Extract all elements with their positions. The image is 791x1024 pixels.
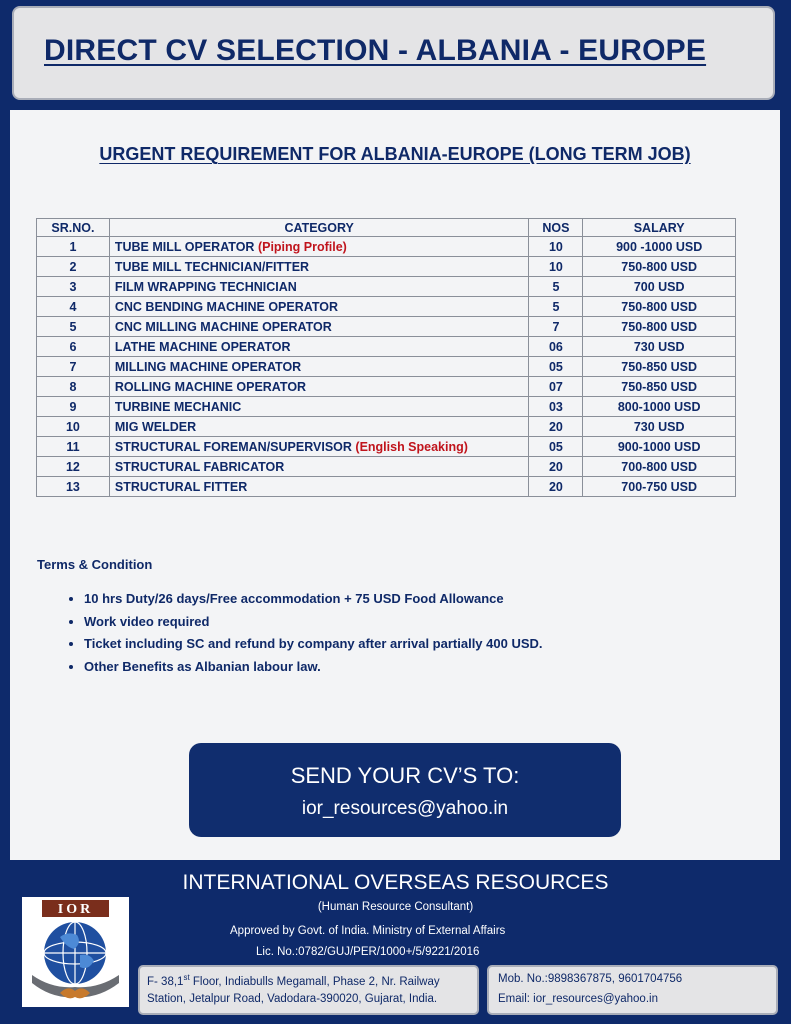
table-row bbox=[37, 337, 736, 357]
sr-no-cell: 9 bbox=[37, 397, 110, 417]
nos-cell: 07 bbox=[529, 377, 583, 397]
sr-no-cell: 11 bbox=[37, 437, 110, 457]
category-text: TUBE MILL OPERATOR bbox=[114, 239, 255, 254]
category-cell bbox=[109, 457, 529, 477]
sr-no-cell: 8 bbox=[37, 377, 110, 397]
category-cell bbox=[109, 237, 529, 257]
requirement-subtitle: URGENT REQUIREMENT FOR ALBANIA-EUROPE (LONG TERM JOB) bbox=[99, 144, 691, 164]
send-cv-box bbox=[189, 743, 621, 837]
company-name: INTERNATIONAL OVERSEAS RESOURCES bbox=[182, 871, 609, 894]
salary-cell: 750-800 USD bbox=[583, 257, 736, 277]
category-cell bbox=[109, 377, 529, 397]
main-content bbox=[10, 110, 780, 860]
company-logo bbox=[22, 897, 129, 1007]
nos-cell: 06 bbox=[529, 337, 583, 357]
table-row bbox=[37, 357, 736, 377]
header-category: CATEGORY bbox=[109, 219, 529, 237]
contact-box bbox=[487, 965, 778, 1015]
salary-cell: 750-850 USD bbox=[583, 377, 736, 397]
category-text: MILLING MACHINE OPERATOR bbox=[114, 359, 302, 374]
company-subtitle: (Human Resource Consultant) bbox=[317, 901, 474, 913]
send-cv-email[interactable]: ior_resources@yahoo.in bbox=[301, 798, 509, 819]
sr-no-cell: 4 bbox=[37, 297, 110, 317]
table-row bbox=[37, 257, 736, 277]
nos-cell: 05 bbox=[529, 437, 583, 457]
nos-cell: 03 bbox=[529, 397, 583, 417]
salary-cell: 700-800 USD bbox=[583, 457, 736, 477]
salary-cell: 900 -1000 USD bbox=[583, 237, 736, 257]
sr-no-cell: 10 bbox=[37, 417, 110, 437]
table-row bbox=[37, 277, 736, 297]
category-text: STRUCTURAL FOREMAN/SUPERVISOR bbox=[114, 439, 352, 454]
salary-cell: 750-850 USD bbox=[583, 357, 736, 377]
sr-no-cell: 1 bbox=[37, 237, 110, 257]
address-line-2: Station, Jetalpur Road, Vadodara-390020, Gujarat, India. bbox=[147, 993, 438, 1005]
category-text: STRUCTURAL FABRICATOR bbox=[114, 459, 285, 474]
logo-text: IOR bbox=[57, 902, 94, 917]
category-text: TURBINE MECHANIC bbox=[114, 399, 242, 414]
send-cv-title: SEND YOUR CV’S TO: bbox=[290, 763, 520, 788]
table-row bbox=[37, 477, 736, 497]
table-row bbox=[37, 317, 736, 337]
term-item: • 10 hrs Duty/26 days/Free accommodation + 75 USD Food Allowance bbox=[84, 588, 543, 611]
nos-cell: 05 bbox=[529, 357, 583, 377]
term-item: • Other Benefits as Albanian labour law. bbox=[84, 656, 543, 679]
category-text: CNC BENDING MACHINE OPERATOR bbox=[114, 299, 339, 314]
table-row bbox=[37, 397, 736, 417]
table-row bbox=[37, 437, 736, 457]
category-cell bbox=[109, 477, 529, 497]
nos-cell: 20 bbox=[529, 477, 583, 497]
category-note: (Piping Profile) bbox=[257, 239, 347, 254]
address-box bbox=[138, 965, 479, 1015]
nos-cell: 20 bbox=[529, 457, 583, 477]
category-text: CNC MILLING MACHINE OPERATOR bbox=[114, 319, 332, 334]
salary-cell: 730 USD bbox=[583, 417, 736, 437]
category-cell bbox=[109, 437, 529, 457]
table-row bbox=[37, 237, 736, 257]
header-salary: SALARY bbox=[583, 219, 736, 237]
nos-cell: 7 bbox=[529, 317, 583, 337]
term-item: • Ticket including SC and refund by company after arrival partially 400 USD. bbox=[84, 633, 543, 656]
header-banner bbox=[12, 6, 775, 100]
salary-cell: 700 USD bbox=[583, 277, 736, 297]
category-cell bbox=[109, 257, 529, 277]
table-row bbox=[37, 297, 736, 317]
nos-cell: 5 bbox=[529, 277, 583, 297]
category-cell bbox=[109, 397, 529, 417]
sr-no-cell: 6 bbox=[37, 337, 110, 357]
sr-no-cell: 7 bbox=[37, 357, 110, 377]
category-cell bbox=[109, 297, 529, 317]
category-cell bbox=[109, 337, 529, 357]
sr-no-cell: 3 bbox=[37, 277, 110, 297]
nos-cell: 10 bbox=[529, 257, 583, 277]
term-item: • Work video required bbox=[84, 611, 543, 634]
nos-cell: 5 bbox=[529, 297, 583, 317]
header-nos: NOS bbox=[529, 219, 583, 237]
table-row bbox=[37, 417, 736, 437]
category-text: LATHE MACHINE OPERATOR bbox=[114, 339, 291, 354]
salary-cell: 750-800 USD bbox=[583, 317, 736, 337]
mobile-numbers: Mob. No.:9898367875, 9601704756 bbox=[498, 973, 683, 985]
salary-cell: 730 USD bbox=[583, 337, 736, 357]
header-sr-no: SR.NO. bbox=[37, 219, 110, 237]
salary-cell: 900-1000 USD bbox=[583, 437, 736, 457]
category-cell bbox=[109, 277, 529, 297]
table-row bbox=[37, 377, 736, 397]
category-cell bbox=[109, 357, 529, 377]
category-text: TUBE MILL TECHNICIAN/FITTER bbox=[114, 259, 310, 274]
terms-title: Terms & Condition bbox=[37, 557, 153, 572]
category-cell bbox=[109, 417, 529, 437]
table-header-row bbox=[37, 219, 736, 237]
jobs-table bbox=[36, 218, 736, 497]
salary-cell: 700-750 USD bbox=[583, 477, 736, 497]
category-text: FILM WRAPPING TECHNICIAN bbox=[114, 279, 297, 294]
category-text: STRUCTURAL FITTER bbox=[114, 479, 248, 494]
terms-list bbox=[57, 588, 543, 678]
category-text: ROLLING MACHINE OPERATOR bbox=[114, 379, 307, 394]
nos-cell: 10 bbox=[529, 237, 583, 257]
salary-cell: 750-800 USD bbox=[583, 297, 736, 317]
category-note: (English Speaking) bbox=[355, 439, 468, 454]
sr-no-cell: 5 bbox=[37, 317, 110, 337]
address-line-1: F- 38,1st Floor, Indiabulls Megamall, Phase 2, Nr. Railway bbox=[147, 973, 440, 988]
sr-no-cell: 2 bbox=[37, 257, 110, 277]
category-text: MIG WELDER bbox=[114, 419, 197, 434]
sr-no-cell: 13 bbox=[37, 477, 110, 497]
page-title: DIRECT CV SELECTION - ALBANIA - EUROPE bbox=[44, 34, 707, 67]
salary-cell: 800-1000 USD bbox=[583, 397, 736, 417]
contact-email[interactable]: Email: ior_resources@yahoo.in bbox=[498, 993, 658, 1005]
license-number: Lic. No.:0782/GUJ/PER/1000+/5/9221/2016 bbox=[256, 946, 480, 958]
category-cell bbox=[109, 317, 529, 337]
approval-text: Approved by Govt. of India. Ministry of External Affairs bbox=[230, 925, 506, 937]
nos-cell: 20 bbox=[529, 417, 583, 437]
sr-no-cell: 12 bbox=[37, 457, 110, 477]
table-row bbox=[37, 457, 736, 477]
